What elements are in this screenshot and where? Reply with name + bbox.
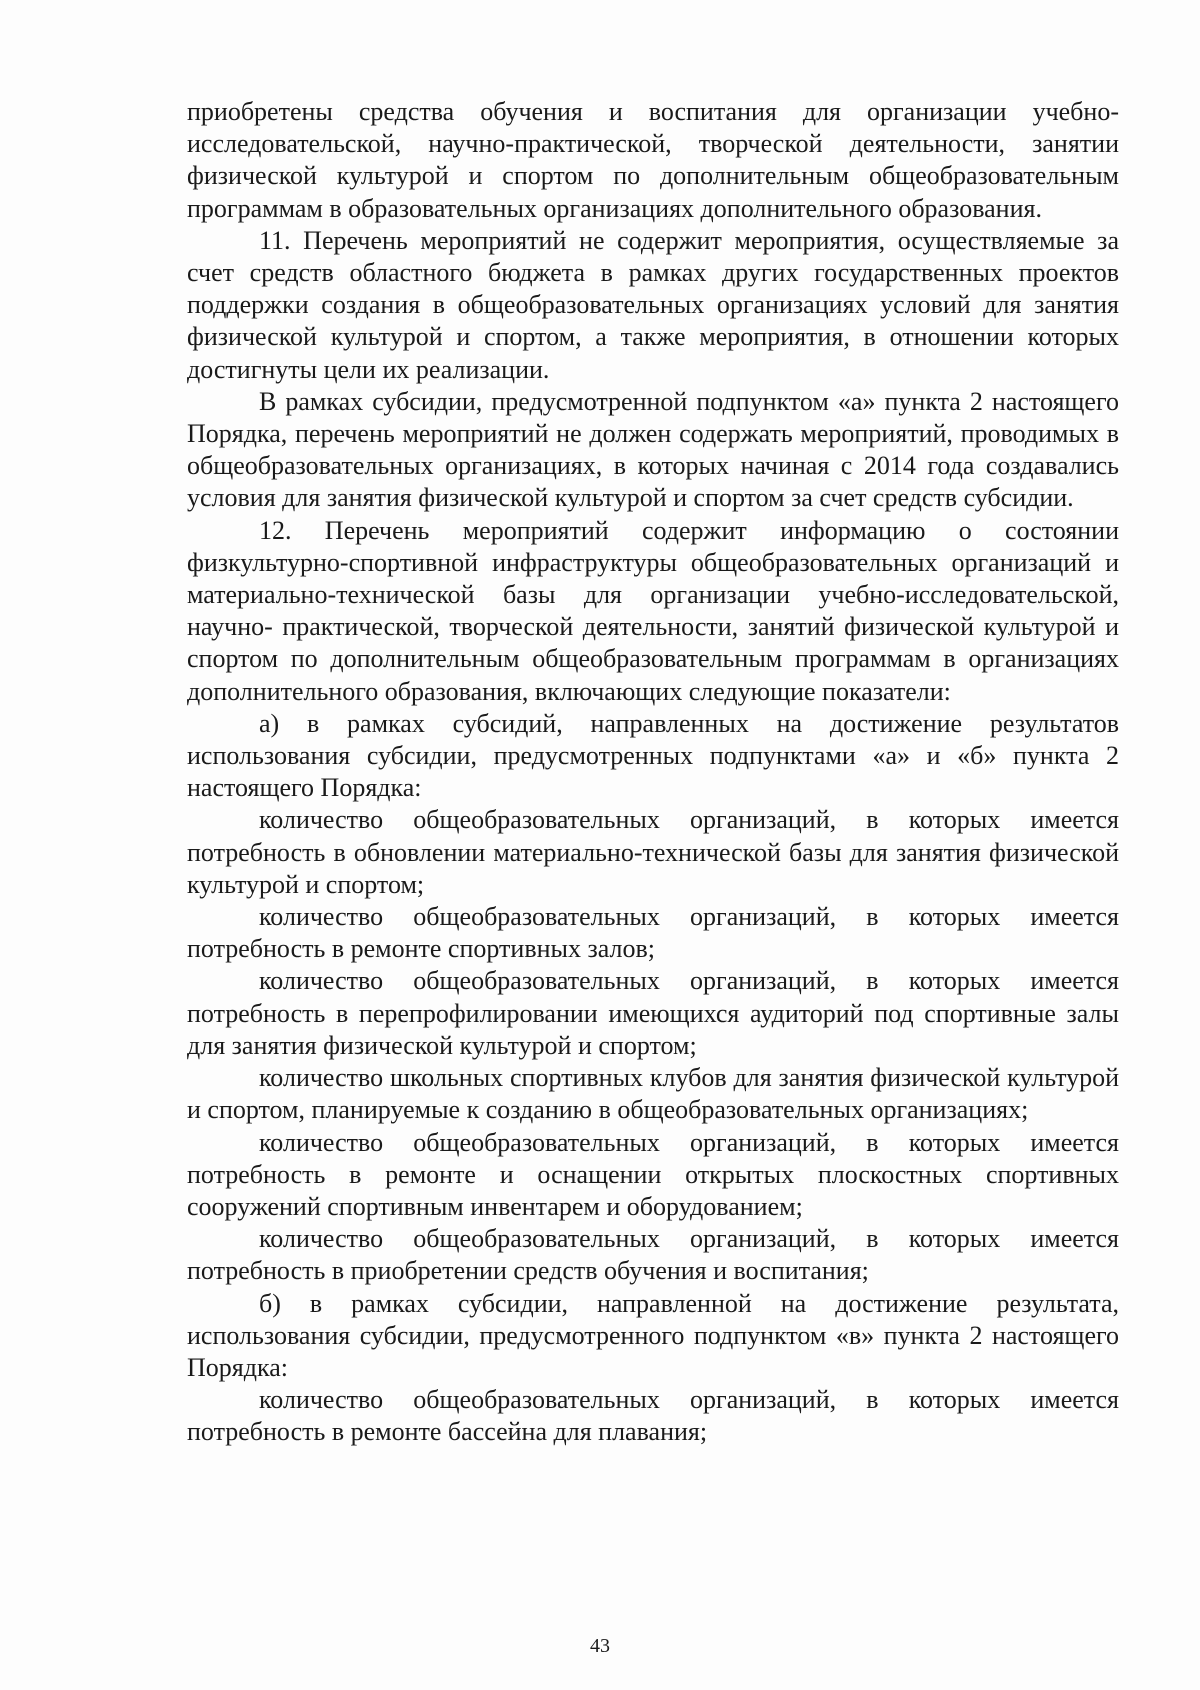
paragraph-subitem-a: а) в рамках субсидий, направленных на достижение результатов использования субсидии, предусмотренных подпунктами «а» и «б» пункта 2 настоящего Порядка: (187, 708, 1119, 803)
paragraph-indicator: количество общеобразовательных организаций, в которых имеется потребность в перепрофилировании имеющихся аудиторий под спортивные залы для занятия физической культурой и спортом; (187, 966, 1119, 1060)
paragraph-subsidy-a: В рамках субсидии, предусмотренной подпунктом «а» пункта 2 настоящего Порядка, перечень мероприятий не должен содержать мероприятий, проводимых в общеобразовательных организациях, в которых начиная с 2014 года создавались условия для занятия физической культурой и спортом за счет средств субсидии. (187, 386, 1119, 513)
paragraph-continuation: приобретены средства обучения и воспитания для организации учебно-исследовательской, научно-практической, творческой деятельности, занятии физической культурой и спортом по дополнительным общеобразовательным программам в образовательных организациях дополнительного образования. (187, 97, 1119, 223)
paragraph-indicator: количество школьных спортивных клубов для занятия физической культурой и спортом, планируемые к созданию в общеобразовательных организациях; (187, 1063, 1119, 1125)
paragraph-indicator: количество общеобразовательных организаций, в которых имеется потребность в ремонте спортивных залов; (187, 902, 1119, 964)
paragraph-indicator: количество общеобразовательных организаций, в которых имеется потребность в приобретении средств обучения и воспитания; (187, 1224, 1119, 1286)
paragraph-subitem-b: б) в рамках субсидии, направленной на достижение результата, использования субсидии, предусмотренного подпунктом «в» пункта 2 настоящего Порядка: (187, 1288, 1119, 1382)
paragraph-indicator: количество общеобразовательных организаций, в которых имеется потребность в обновлении материально-технической базы для занятия физической культурой и спортом; (187, 805, 1119, 899)
paragraph-item-12: 12. Перечень мероприятий содержит информацию о состоянии физкультурно-спортивной инфраструктуры общеобразовательных организаций и материально-технической базы для организации учебно-исследовательской, научно- практической, творческой деятельности, занятий физической культурой и спортом по дополнительным общеобразовательным программам в организациях дополнительного образования, включающих следующие показатели: (187, 515, 1119, 706)
paragraph-item-11: 11. Перечень мероприятий не содержит мероприятия, осуществляемые за счет средств областного бюджета в рамках других государственных проектов поддержки создания в общеобразовательных организациях условий для занятия физической культурой и спортом, а также мероприятия, в отношении которых достигнуты цели их реализации. (187, 225, 1119, 384)
paragraph-indicator: количество общеобразовательных организаций, в которых имеется потребность в ремонте бассейна для плавания; (187, 1385, 1119, 1447)
page-number: 43 (590, 1635, 610, 1657)
document-body (187, 96, 1119, 1449)
paragraph-indicator: количество общеобразовательных организаций, в которых имеется потребность в ремонте и оснащении открытых плоскостных спортивных сооружений спортивным инвентарем и оборудованием; (187, 1127, 1119, 1221)
